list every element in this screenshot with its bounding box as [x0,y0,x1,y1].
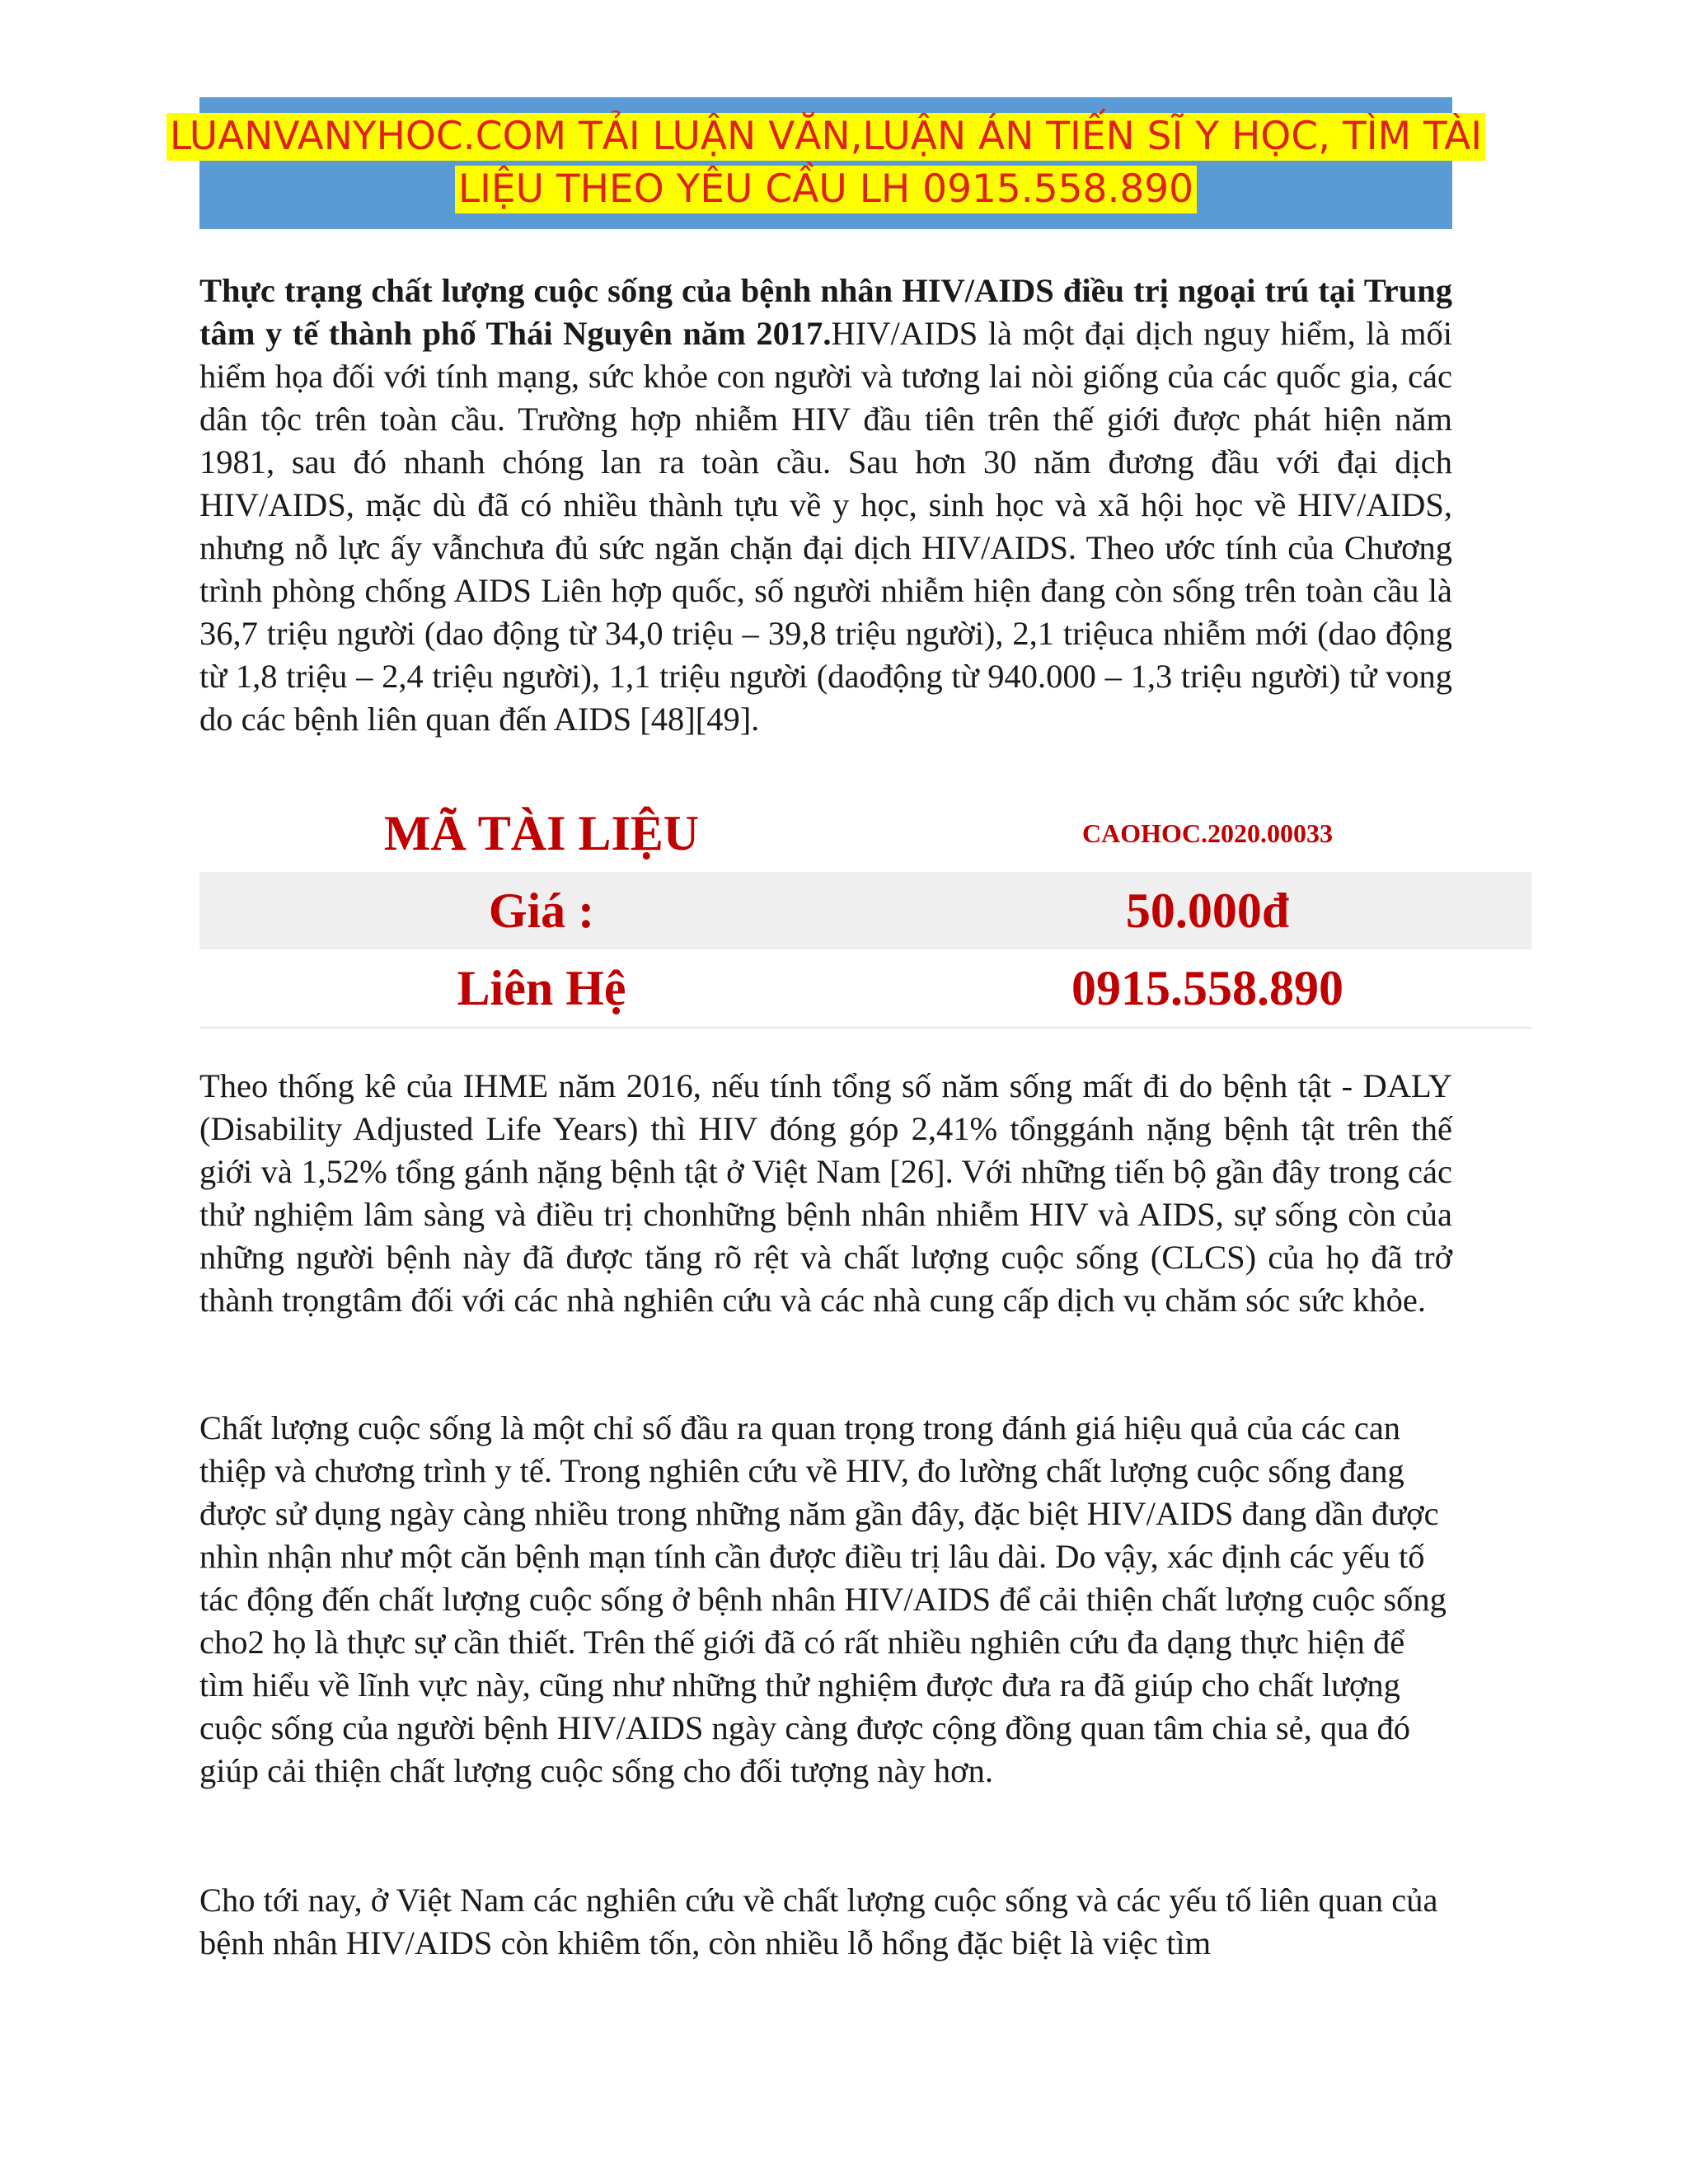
code-value: CAOHOC.2020.00033 [1082,818,1333,848]
intro-title: Thực trạng chất lượng cuộc sống của bệnh nhân HIV/AIDS điều trị ngoại trú tại Trung tâm y tế thành phố Thái Nguyên năm 2017. [199,272,1452,352]
paragraph-vietnam: Cho tới nay, ở Việt Nam các nghiên cứu về chất lượng cuộc sống và các yếu tố liên quan của bệnh nhân HIV/AIDS còn khiêm tốn, còn nhiều lỗ hổng đặc biệt là việc tìm [199,1882,1438,1961]
intro-body: HIV/AIDS là một đại dịch nguy hiểm, là mối hiểm họa đối với tính mạng, sức khỏe con người và tương lai nòi giống của các quốc gia, các dân tộc trên toàn cầu. Trường hợp nhiễm HIV đầu tiên trên thế giới được phát hiện năm 1981, sau đó nhanh chóng lan ra toàn cầu. Sau hơn 30 năm đương đầu với đại dịch HIV/AIDS, mặc dù đã có nhiều thành tựu về y học, sinh học và xã hội học về HIV/AIDS, nhưng nỗ lực ấy vẫnchưa đủ sức ngăn chặn đại dịch HIV/AIDS. Theo ước tính của Chương trình phòng chống AIDS Liên hợp quốc, số người nhiễm hiện đang còn sống trên toàn cầu là 36,7 triệu người (dao động từ 34,0 triệu – 39,8 triệu người), 2,1 triệuca nhiễm mới (dao động từ 1,8 triệu – 2,4 triệu người), 1,1 triệu người (daođộng từ 940.000 – 1,3 triệu người) tử vong do các bệnh liên quan đến AIDS [48][49]. [199,315,1452,738]
code-label: MÃ TÀI LIỆU [383,806,700,860]
banner-line-2: LIỆU THEO YÊU CẦU LH 0915.558.890 [455,166,1197,213]
code-row [199,794,1531,872]
price-label: Giá : [488,883,595,938]
banner-line-1: LUANVANYHOC.COM TẢI LUẬN VĂN,LUẬN ÁN TIẾN SĨ Y HỌC, TÌM TÀI [166,113,1485,161]
price-row [199,872,1531,949]
header-banner [169,97,1483,229]
price-value: 50.000đ [1125,883,1290,938]
document-info-table [199,794,1531,1029]
contact-value: 0915.558.890 [884,949,1531,1028]
paragraph-daly: Theo thống kê của IHME năm 2016, nếu tính tổng số năm sống mất đi do bệnh tật - DALY (Disability Adjusted Life Years) thì HIV đóng góp 2,41% tổnggánh nặng bệnh tật trên thế giới và 1,52% tổng gánh nặng bệnh tật ở Việt Nam [26]. Với những tiến bộ gần đây trong các thử nghiệm lâm sàng và điều trị chonhững bệnh nhân nhiễm HIV và AIDS, sự sống còn của những người bệnh này đã được tăng rõ rệt và chất lượng cuộc sống (CLCS) của họ đã trở thành trọngtâm đối với các nhà nghiên cứu và các nhà cung cấp dịch vụ chăm sóc sức khỏe. [199,1067,1452,1319]
paragraph-qol: Chất lượng cuộc sống là một chỉ số đầu ra quan trọng trong đánh giá hiệu quả của các can thiệp và chương trình y tế. Trong nghiên cứu về HIV, đo lường chất lượng cuộc sống đang được sử dụng ngày càng nhiều trong những năm gần đây, đặc biệt HIV/AIDS đang dần được nhìn nhận như một căn bệnh mạn tính cần được điều trị lâu dài. Do vậy, xác định các yếu tố tác động đến chất lượng cuộc sống ở bệnh nhân HIV/AIDS để cải thiện chất lượng cuộc sống cho2 họ là thực sự cần thiết. Trên thế giới đã có rất nhiều nghiên cứu đa dạng thực hiện để tìm hiểu về lĩnh vực này, cũng như những thử nghiệm được đưa ra đã giúp cho chất lượng cuộc sống của người bệnh HIV/AIDS ngày càng được cộng đồng quan tâm chia sẻ, qua đó giúp cải thiện chất lượng cuộc sống cho đối tượng này hơn. [199,1409,1447,1789]
contact-label: Liên Hệ [199,949,884,1028]
contact-row [199,949,1531,1028]
intro-paragraph [199,269,1452,741]
